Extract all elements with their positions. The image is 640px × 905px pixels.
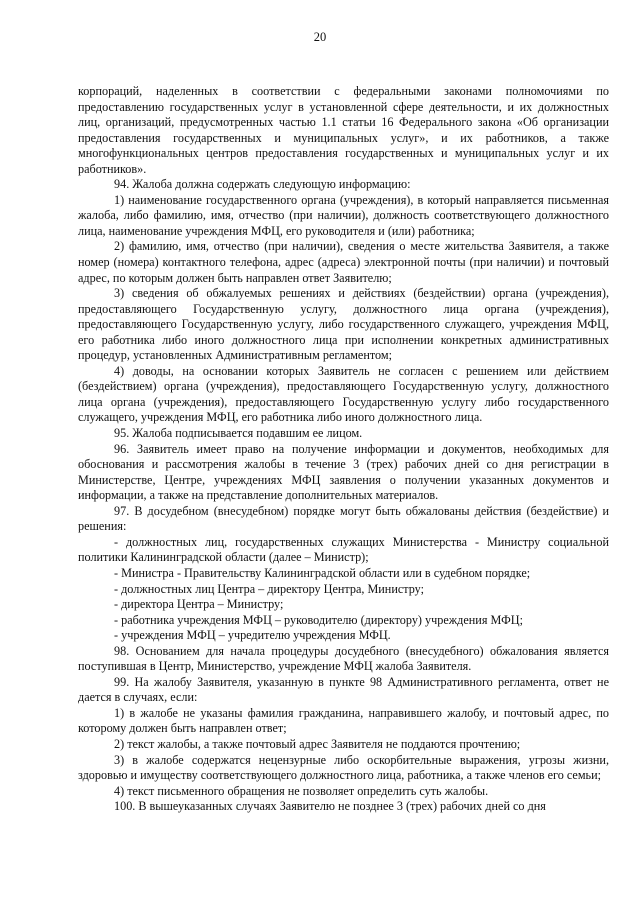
paragraph-99-item-3: 3) в жалобе содержатся нецензурные либо оскорбительные выражения, угрозы жизни, здоровью и имуществу соответствующего должностного лица, работника, а также членов его семьи; [78,752,609,783]
paragraph-94: 94. Жалоба должна содержать следующую информацию: [114,177,411,192]
paragraph-continuation: корпораций, наделенных в соответствии с федеральными законами полномочиями по предоставлению государственных услуг в установленной сфере деятельности, и их должностных лиц, организаций, предусмотренных частью 1.1 статьи 16 Федерального закона «Об организации предоставления государственных и муниципальных услуг», и их работников, а также многофункциональных центров предоставления государственных и муниципальных услуг и их работников». [78,84,609,176]
paragraph-94-item-2: 2) фамилию, имя, отчество (при наличии), сведения о месте жительства Заявителя, а также номер (номера) контактного телефона, адрес (адреса) электронной почты (при наличии) и почтовый адрес, по которым должен быть направлен ответ Заявителю; [78,239,609,285]
paragraph-94-item-3: 3) сведения об обжалуемых решениях и действиях (бездействии) органа (учреждения), предоставляющего Государственную услугу, должностного лица органа (учреждения), предоставляющего Государственную услугу, либо государственного служащего, учреждения МФЦ, его работника либо иного должностного лица при исполнении конкретных административных процедур, установленных Административным регламентом; [78,286,609,363]
paragraph-97-item-1: - должностных лиц, государственных служащих Министерства - Министру социальной политики Калининградской области (далее – Министр); [78,534,609,565]
paragraph-96: 96. Заявитель имеет право на получение информации и документов, необходимых для обоснования и рассмотрения жалобы в течение 3 (трех) рабочих дней со дня регистрации в Министерстве, Центре, учреждениях МФЦ заявления о получении указанных документов и информации, а также на представление дополнительных материалов. [78,441,609,503]
paragraph-97-item-5: - работника учреждения МФЦ – руководителю (директору) учреждения МФЦ; [114,612,523,627]
paragraph-97-item-4: - директора Центра – Министру; [114,597,284,612]
paragraph-95: 95. Жалоба подписывается подавшим ее лицом. [114,426,363,441]
paragraph-97: 97. В досудебном (внесудебном) порядке могут быть обжалованы действия (бездействие) и решения: [78,503,609,534]
paragraph-94-item-4: 4) доводы, на основании которых Заявитель не согласен с решением или действием (бездействием) органа (учреждения), предоставляющего Государственную услугу, должностного лица органа (учреждения), предоставляющего Государственную услугу либо государственного служащего, учреждения МФЦ, его работника либо иного должностного лица. [78,363,609,425]
paragraph-99: 99. На жалобу Заявителя, указанную в пункте 98 Административного регламента, ответ не дается в случаях, если: [78,674,609,705]
paragraph-99-item-1: 1) в жалобе не указаны фамилия гражданина, направившего жалобу, и почтовый адрес, по которому должен быть направлен ответ; [78,705,609,736]
paragraph-97-item-3: - должностных лиц Центра – директору Центра, Министру; [114,581,424,596]
paragraph-97-item-2: - Министра - Правительству Калининградской области или в судебном порядке; [114,565,531,580]
page-number: 20 [313,30,327,44]
paragraph-97-item-6: - учреждения МФЦ – учредителю учреждения МФЦ. [114,628,391,643]
paragraph-99-item-2: 2) текст жалобы, а также почтовый адрес Заявителя не поддаются прочтению; [114,736,521,751]
paragraph-99-item-4: 4) текст письменного обращения не позволяет определить суть жалобы. [114,783,489,798]
paragraph-98: 98. Основанием для начала процедуры досудебного (внесудебного) обжалования является поступившая в Центр, Министерство, учреждение МФЦ жалоба Заявителя. [78,643,609,674]
paragraph-94-item-1: 1) наименование государственного органа (учреждения), в который направляется письменная жалоба, либо фамилию, имя, отчество (при наличии), должность соответствующего должностного лица, наименование учреждения МФЦ, его руководителя и (или) работника; [78,192,609,238]
document-body [78,84,609,815]
paragraph-100: 100. В вышеуказанных случаях Заявителю не позднее 3 (трех) рабочих дней со дня [114,799,546,814]
